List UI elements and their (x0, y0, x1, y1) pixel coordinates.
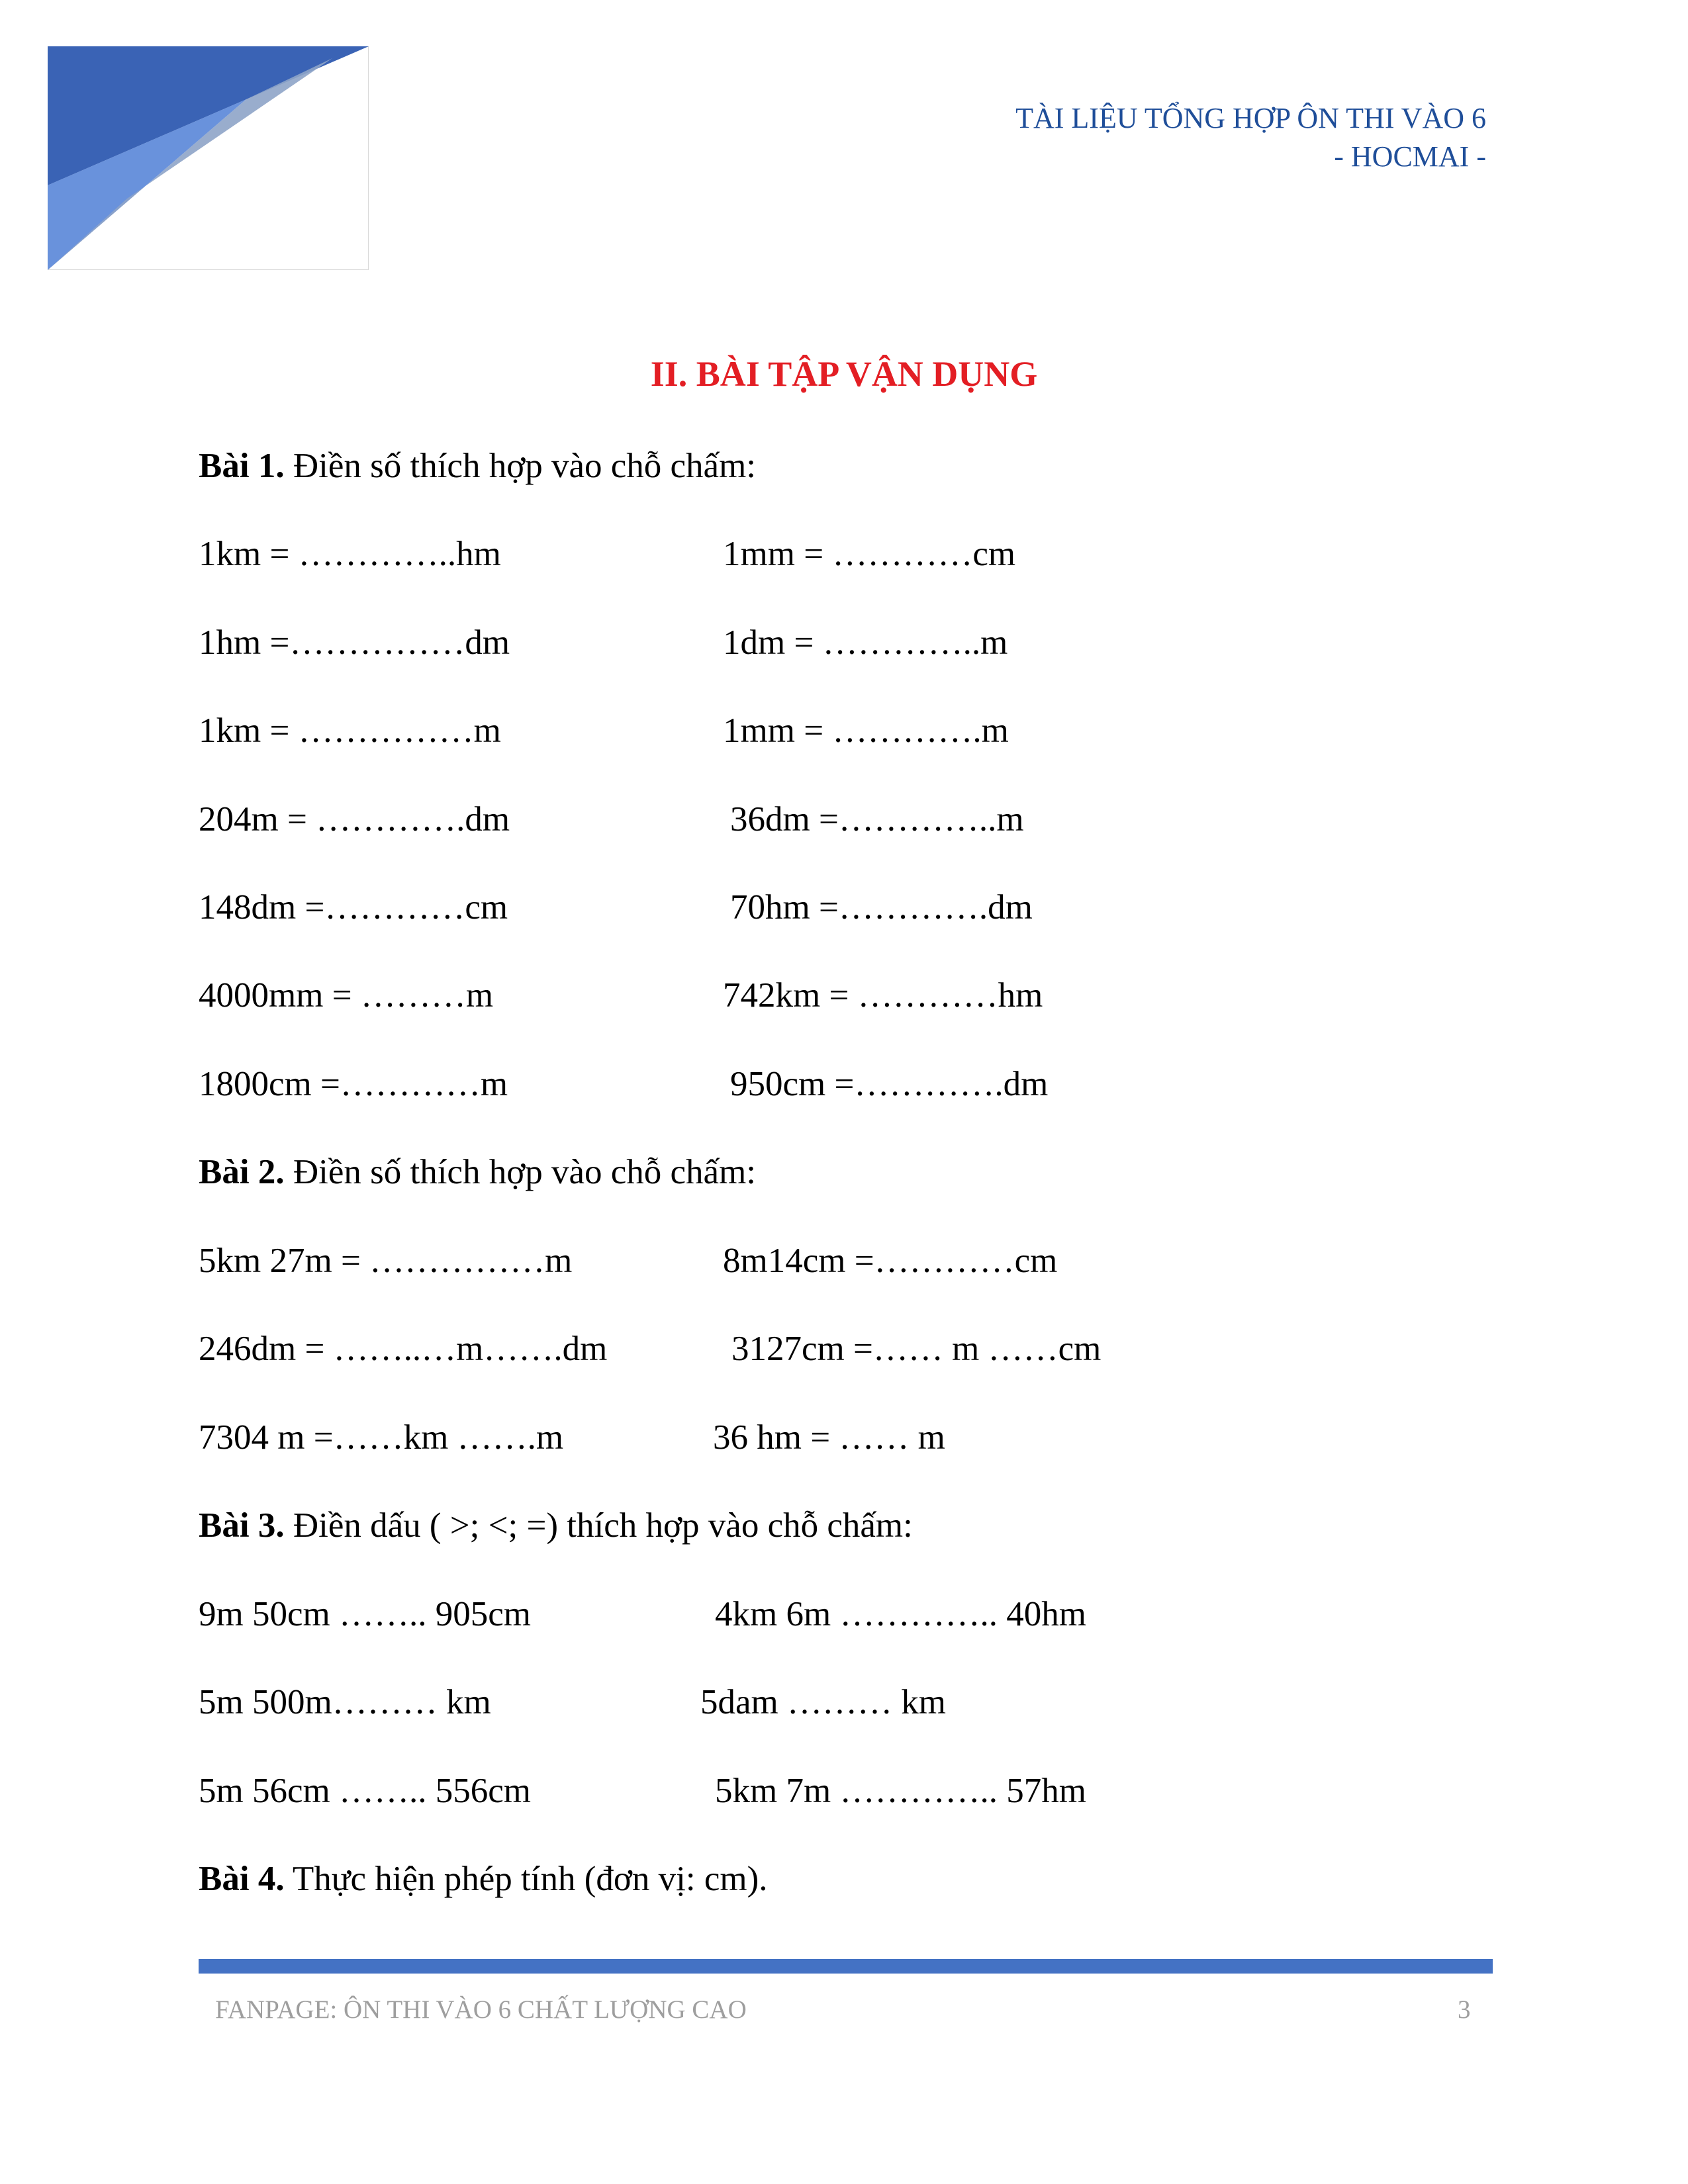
exercise-1-heading (199, 443, 756, 489)
exercise-3-row-2-right: 5dam ……… km (700, 1683, 946, 1721)
exercise-3-row-3-right: 5km 7m ………….. 57hm (715, 1772, 1086, 1810)
exercise-2-row-1-left: 5km 27m = ……………m (199, 1242, 573, 1280)
exercise-2-row-2-left: 246dm = ……..…m…….dm (199, 1330, 608, 1368)
exercise-3-row-3-left: 5m 56cm …….. 556cm (199, 1772, 531, 1810)
exercise-3-row-1-left: 9m 50cm …….. 905cm (199, 1595, 531, 1633)
section-title: II. BÀI TẬP VẬN DỤNG (650, 354, 1038, 394)
footer-divider-bar (199, 1959, 1493, 1974)
exercise-2-row-1-right: 8m14cm =…………cm (723, 1242, 1058, 1280)
exercise-3-row-1-right: 4km 6m ………….. 40hm (715, 1595, 1086, 1633)
exercise-2-heading (199, 1149, 756, 1195)
header-subtitle: - HOCMAI - (1334, 140, 1486, 173)
exercise-1-row-3-right: 1mm = ………….m (723, 711, 1009, 750)
exercise-1-row-7-left: 1800cm =…………m (199, 1065, 508, 1103)
exercise-2-row-2-right: 3127cm =…… m ……cm (731, 1330, 1102, 1368)
exercise-1-row-6-left: 4000mm = ………m (199, 976, 494, 1015)
exercise-1-row-6-right: 742km = …………hm (723, 976, 1043, 1015)
exercise-3-row-2-left: 5m 500m……… km (199, 1683, 491, 1721)
exercise-3-heading (199, 1502, 913, 1549)
exercise-4-instruction: Thực hiện phép tính (đơn vị: cm). (284, 1860, 768, 1898)
exercise-2-instruction: Điền số thích hợp vào chỗ chấm: (284, 1153, 757, 1191)
exercise-1-row-4-left: 204m = ………….dm (199, 800, 510, 839)
exercise-3-instruction: Điền dấu ( >; <; =) thích hợp vào chỗ chấm: (284, 1506, 913, 1545)
document-header (1015, 99, 1486, 176)
exercise-4-heading (199, 1856, 768, 1902)
exercise-1-row-5-right: 70hm =………….dm (730, 888, 1033, 927)
exercise-1-row-3-left: 1km = ……………m (199, 711, 501, 750)
exercise-1-row-5-left: 148dm =…………cm (199, 888, 508, 927)
exercise-1-row-1-right: 1mm = …………cm (723, 535, 1016, 573)
exercise-1-row-2-left: 1hm =……………dm (199, 623, 510, 662)
exercise-1-row-4-right: 36dm =…………..m (730, 800, 1024, 839)
footer-fanpage-text: FANPAGE: ÔN THI VÀO 6 CHẤT LƯỢNG CAO (215, 1995, 747, 2024)
exercise-4-label: Bài 4. (199, 1860, 285, 1898)
exercise-2-label: Bài 2. (199, 1153, 285, 1191)
exercise-1-row-2-right: 1dm = …………..m (723, 623, 1008, 662)
corner-logo-graphic (48, 46, 369, 270)
exercise-3-label: Bài 3. (199, 1506, 285, 1545)
exercise-1-row-1-left: 1km = …………..hm (199, 535, 501, 573)
exercise-1-row-7-right: 950cm =………….dm (730, 1065, 1049, 1103)
page-number: 3 (1458, 1995, 1471, 2024)
exercise-1-label: Bài 1. (199, 447, 285, 485)
header-title: TÀI LIỆU TỔNG HỢP ÔN THI VÀO 6 (1015, 102, 1486, 134)
exercise-2-row-3-right: 36 hm = …… m (713, 1418, 945, 1457)
exercise-2-row-3-left: 7304 m =……km …….m (199, 1418, 564, 1457)
exercise-1-instruction: Điền số thích hợp vào chỗ chấm: (284, 447, 757, 485)
